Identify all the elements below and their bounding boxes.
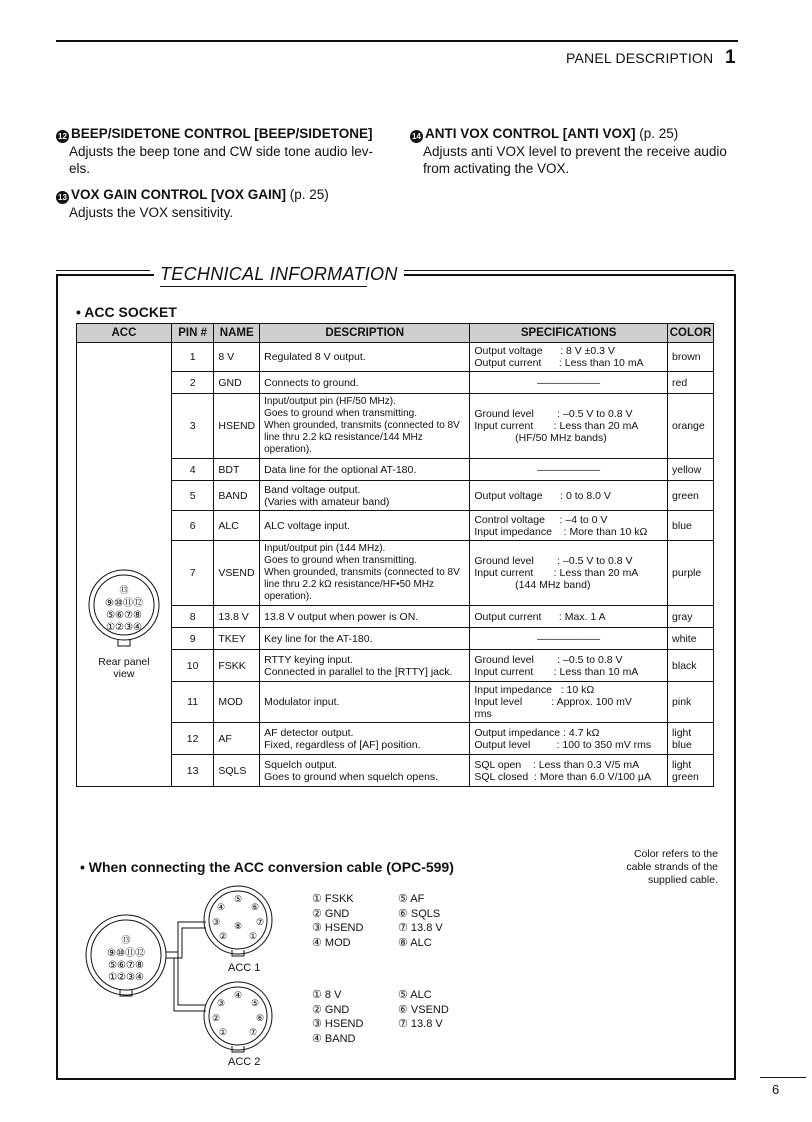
col-header-pin: PIN # (171, 324, 214, 343)
col-header-acc: ACC (77, 324, 172, 343)
section-13-body: Adjusts the VOX sensitivity. (69, 205, 234, 220)
svg-text:⑤: ⑤ (250, 998, 260, 1008)
table-header-row (77, 324, 714, 343)
acc1-pin: ① FSKK (312, 893, 354, 905)
opc-599-heading: • When connecting the ACC conversion cable (OPC-599) (80, 859, 454, 875)
table-row (77, 459, 714, 481)
pin-number-cell: 9 (171, 628, 214, 650)
table-row (77, 682, 714, 723)
acc1-pin: ⑥ SQLS (398, 907, 441, 920)
acc2-plug-diagram (204, 982, 272, 1052)
svg-text:⑬: ⑬ (119, 585, 129, 595)
pin-name-cell: 8 V (214, 343, 260, 372)
acc1-pin-list-left (312, 892, 363, 950)
specifications-cell: —————— (470, 372, 668, 394)
description-cell: Modulator input. (260, 682, 470, 723)
svg-text:④: ④ (216, 902, 226, 912)
pin-number-cell: 12 (171, 723, 214, 755)
specifications-cell: —————— (470, 459, 668, 481)
description-cell: RTTY keying input. Connected in parallel to the [RTTY] jack. (260, 650, 470, 682)
specifications-cell: Output impedance : 4.7 kΩ Output level : 100 to 350 mV rms (470, 723, 668, 755)
acc1-pin: ⑤ AF (398, 893, 425, 905)
description-cell: Input/output pin (144 MHz). Goes to ground when transmitting. When grounded, transmits (connected to 8V line thru 2.2 kΩ resistance/HF•50 MHz operation). (260, 541, 470, 606)
svg-text:⑦: ⑦ (248, 1027, 258, 1037)
tech-title-underline (160, 286, 367, 287)
pin-name-cell: BDT (214, 459, 260, 481)
wire-color-cell: light green (668, 755, 714, 787)
table-row (77, 481, 714, 511)
rear-panel-label: Rear panel (98, 656, 150, 668)
pin-number-cell: 2 (171, 372, 214, 394)
description-cell: Key line for the AT-180. (260, 628, 470, 650)
section-14 (410, 126, 740, 177)
pin-name-cell: FSKK (214, 650, 260, 682)
rear-panel-label-view: view (113, 668, 135, 680)
table-row (77, 723, 714, 755)
description-cell: Regulated 8 V output. (260, 343, 470, 372)
acc1-pin: ⑧ ALC (398, 936, 432, 949)
pin-name-cell: MOD (214, 682, 260, 723)
acc2-pin: ③ HSEND (312, 1018, 364, 1030)
section-12-body: Adjusts the beep tone and CW side tone audio lev- els. (69, 144, 373, 176)
pin-number-cell: 11 (171, 682, 214, 723)
table-row (77, 394, 714, 459)
table-row (77, 541, 714, 606)
svg-text:⑤⑥⑦⑧: ⑤⑥⑦⑧ (105, 610, 142, 621)
circled-number-icon: 14 (410, 130, 423, 143)
acc2-pin: ⑥ VSEND (398, 1003, 449, 1016)
svg-text:⑤⑥⑦⑧: ⑤⑥⑦⑧ (108, 960, 144, 971)
acc-socket-table (76, 323, 714, 787)
table-row (77, 343, 714, 372)
acc1-label: ACC 1 (228, 962, 261, 974)
svg-text:①: ① (218, 1027, 228, 1037)
section-12-title: 12 BEEP/SIDETONE CONTROL [BEEP/SIDETONE] (56, 126, 406, 143)
section-13 (56, 187, 406, 221)
specifications-cell: Ground level : –0.5 V to 0.8 V Input current : Less than 20 mA (144 MHz band) (470, 541, 668, 606)
section-13-title: 13 VOX GAIN CONTROL [VOX GAIN] (p. 25) (56, 187, 406, 204)
frame-top-bar-right (378, 270, 734, 275)
pin-number-cell: 10 (171, 650, 214, 682)
wire-color-cell: white (668, 628, 714, 650)
svg-text:②: ② (218, 931, 228, 941)
technical-information-title: TECHNICAL INFORMATION (154, 264, 404, 285)
table-row (77, 650, 714, 682)
pin-name-cell: HSEND (214, 394, 260, 459)
acc1-plug-diagram (204, 886, 272, 956)
wire-color-cell: purple (668, 541, 714, 606)
specifications-cell: Output voltage : 8 V ±0.3 V Output current : Less than 10 mA (470, 343, 668, 372)
svg-text:①②③④: ①②③④ (108, 972, 144, 983)
circled-number-icon: 13 (56, 191, 69, 204)
svg-text:①②③④: ①②③④ (105, 622, 142, 633)
acc1-pin-list-right (398, 892, 443, 950)
acc-conversion-cable-diagram (78, 880, 298, 1070)
wire-color-cell: red (668, 372, 714, 394)
section-14-title: 14 ANTI VOX CONTROL [ANTI VOX] (p. 25) (410, 126, 740, 143)
wire-color-cell: black (668, 650, 714, 682)
acc2-pin: ② GND (312, 1003, 350, 1016)
pin-number-cell: 13 (171, 755, 214, 787)
circled-number-icon: 12 (56, 130, 69, 143)
table-row (77, 755, 714, 787)
specifications-cell: Input impedance : 10 kΩ Input level : Approx. 100 mV rms (470, 682, 668, 723)
svg-text:⑤: ⑤ (233, 894, 243, 904)
wire-color-cell: brown (668, 343, 714, 372)
wire-color-cell: yellow (668, 459, 714, 481)
description-cell: Connects to ground. (260, 372, 470, 394)
acc2-pin: ⑦ 13.8 V (398, 1018, 443, 1030)
page-number: 6 (772, 1082, 780, 1097)
svg-text:⑥: ⑥ (250, 902, 260, 912)
description-cell: Data line for the optional AT-180. (260, 459, 470, 481)
pin-name-cell: ALC (214, 511, 260, 541)
wire-color-cell: blue (668, 511, 714, 541)
col-header-description: DESCRIPTION (260, 324, 470, 343)
svg-text:④: ④ (233, 990, 243, 1000)
pin-name-cell: AF (214, 723, 260, 755)
acc-socket-heading: • ACC SOCKET (76, 304, 177, 320)
acc-socket-view-cell (77, 343, 172, 787)
pin-name-cell: BAND (214, 481, 260, 511)
wire-color-cell: gray (668, 606, 714, 628)
section-14-body: Adjusts anti VOX level to prevent the receive audio from activating the VOX. (423, 144, 727, 176)
pin-name-cell: GND (214, 372, 260, 394)
specifications-cell: Control voltage : –4 to 0 V Input impedance : More than 10 kΩ (470, 511, 668, 541)
color-note: Color refers to the cable strands of the supplied cable. (626, 848, 718, 886)
acc1-pin: ③ HSEND (312, 922, 364, 934)
col-header-color: COLOR (668, 324, 714, 343)
pin-number-cell: 6 (171, 511, 214, 541)
description-cell: ALC voltage input. (260, 511, 470, 541)
frame-top-bar-left (56, 270, 150, 275)
svg-text:③: ③ (211, 917, 221, 927)
pin-number-cell: 1 (171, 343, 214, 372)
wire-color-cell: orange (668, 394, 714, 459)
table-row (77, 606, 714, 628)
header-section-title: PANEL DESCRIPTION (566, 50, 714, 66)
pin-number-cell: 5 (171, 481, 214, 511)
acc1-pin: ⑦ 13.8 V (398, 922, 443, 934)
acc2-pin: ① 8 V (312, 989, 342, 1001)
acc-socket-main-diagram (86, 915, 166, 996)
svg-text:⑧: ⑧ (233, 921, 243, 931)
specifications-cell: Ground level : –0.5 V to 0.8 V Input current : Less than 20 mA (HF/50 MHz bands) (470, 394, 668, 459)
specifications-cell: Output voltage : 0 to 8.0 V (470, 481, 668, 511)
description-cell: 13.8 V output when power is ON. (260, 606, 470, 628)
svg-text:③: ③ (216, 998, 226, 1008)
pin-name-cell: VSEND (214, 541, 260, 606)
svg-text:⑦: ⑦ (255, 917, 265, 927)
header-chapter-number: 1 (725, 47, 736, 68)
description-cell: Input/output pin (HF/50 MHz). Goes to ground when transmitting. When grounded, transmits (connected to 8V line thru 2.2 kΩ resistance/144 MHz operation). (260, 394, 470, 459)
wire-color-cell: pink (668, 682, 714, 723)
specifications-cell: —————— (470, 628, 668, 650)
col-header-name: NAME (214, 324, 260, 343)
svg-text:⑬: ⑬ (121, 935, 131, 945)
wire-color-cell: green (668, 481, 714, 511)
svg-text:①: ① (248, 931, 258, 941)
acc2-pin-list-right (398, 988, 449, 1032)
pin-number-cell: 4 (171, 459, 214, 481)
pin-name-cell: SQLS (214, 755, 260, 787)
table-row (77, 628, 714, 650)
pin-number-cell: 7 (171, 541, 214, 606)
section-12 (56, 126, 406, 177)
header-rule (56, 40, 738, 42)
pin-number-cell: 8 (171, 606, 214, 628)
specifications-cell: SQL open : Less than 0.3 V/5 mA SQL closed : More than 6.0 V/100 µA (470, 755, 668, 787)
acc1-pin: ② GND (312, 907, 350, 920)
acc2-label: ACC 2 (228, 1056, 261, 1068)
svg-text:⑥: ⑥ (255, 1013, 265, 1023)
table-row (77, 372, 714, 394)
svg-text:⑨⑩⑪⑫: ⑨⑩⑪⑫ (107, 948, 145, 959)
acc2-pin: ⑤ ALC (398, 989, 432, 1001)
specifications-cell: Output current : Max. 1 A (470, 606, 668, 628)
svg-text:⑨⑩⑪⑫: ⑨⑩⑪⑫ (104, 598, 143, 609)
wire-color-cell: light blue (668, 723, 714, 755)
pin-name-cell: TKEY (214, 628, 260, 650)
acc1-pin: ④ MOD (312, 936, 351, 949)
description-cell: Band voltage output. (Varies with amateur band) (260, 481, 470, 511)
acc2-pin-list-left (312, 988, 363, 1046)
table-row (77, 511, 714, 541)
pin-number-cell: 3 (171, 394, 214, 459)
col-header-specifications: SPECIFICATIONS (470, 324, 668, 343)
pin-name-cell: 13.8 V (214, 606, 260, 628)
description-cell: AF detector output. Fixed, regardless of [AF] position. (260, 723, 470, 755)
footer-rule (760, 1077, 806, 1078)
svg-text:②: ② (211, 1013, 221, 1023)
acc2-pin: ④ BAND (312, 1032, 356, 1045)
description-cell: Squelch output. Goes to ground when squelch opens. (260, 755, 470, 787)
acc-socket-rear-view-icon (84, 567, 164, 649)
specifications-cell: Ground level : –0.5 to 0.8 V Input current : Less than 10 mA (470, 650, 668, 682)
